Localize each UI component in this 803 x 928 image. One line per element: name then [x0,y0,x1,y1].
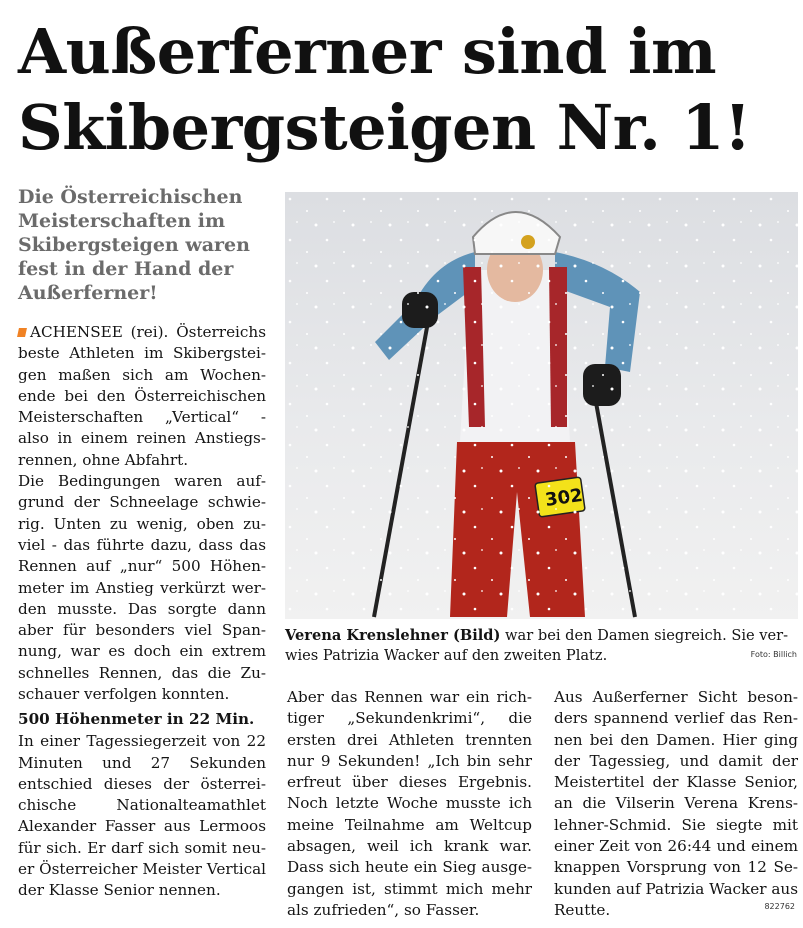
photo-credit: Foto: Billich [750,650,797,659]
subhead-line-5: Außerferner! [18,282,158,304]
paragraph-2: Die Bedingungen waren aufgrund der Schneelage schwierig. Unten zu wenig, oben zuviel - das führte dazu, dass das Rennen auf „nur“ 500 Höhenmeter im Anstieg verkürzt werden musste. Das sorgte dann aber für besonders viel Spannung, war es doch ein extrem schnelles Rennen, das die Zuschauer verfolgen konnten. [18,472,266,704]
headline-line-1: Außerferner sind im [18,15,717,88]
article-column-2 [287,687,532,921]
headline-line-2: Skibergsteigen Nr. 1! [18,91,751,164]
subhead-line-4: fest in der Hand der [18,258,234,280]
paragraph-4: Aber das Rennen war ein richtiger „Sekundenkrimi“, die ersten drei Athleten trennten nur 9 Sekunden! „Ich bin sehr erfreut über dieses Ergebnis. Noch letzte Woche musste ich meine Teilnahme am Weltcup absagen, weil ich krank war. Dass sich heute ein Sieg ausgegangen ist, stimmt mich mehr als zufrieden“, so Fasser. [287,688,532,919]
paragraph-3: In einer Tagessiegerzeit von 22 Minuten und 27 Sekunden entschied dieses der österreichische Nationalteamathlet Alexander Fasser aus Lermoos für sich. Er darf sich somit neuer Österreicher Meister Vertical der Klasse Senior nennen. [18,732,266,900]
skier-photo [285,192,798,619]
subhead-line-1: Die Österreichischen [18,186,243,208]
subheadline [18,185,273,305]
paragraph-1 [18,322,266,471]
caption-text: war bei den Damen siegreich. Sie verwies Patrizia Wacker auf den zweiten Platz. [285,627,789,664]
article-code: 822762 [764,902,795,911]
subhead-line-3: Skibergsteigen waren [18,234,250,256]
article-column-3 [554,687,798,921]
paragraph-5: Aus Außerferner Sicht besonders spannend verlief das Rennen bei den Damen. Hier ging der Tagessieg, und damit der Meistertitel der Klasse Senior, an die Vilserin Verena Krenslehner-Schmid. Sie siegte mit einer Zeit von 26:44 und einem knappen Vorsprung von 12 Sekunden auf Patrizia Wacker aus Reutte. [554,688,798,919]
orange-bullet-icon [17,328,27,337]
skier-illustration [285,192,798,619]
section-subheading: 500 Höhenmeter in 22 Min. [18,710,255,728]
headline [18,14,793,166]
paragraph-1-text: ACHENSEE (rei). Österreichs beste Athleten im Skibergsteigen maßen sich am Wochenende bei den Österreichischen Meisterschaften „Vertical“ - also in einem reinen Anstiegsrennen, ohne Abfahrt. [18,323,266,469]
article-column-1-lower [18,709,266,902]
caption-name: Verena Krenslehner (Bild) [285,627,501,644]
subhead-line-2: Meisterschaften im [18,210,226,232]
article-column-1 [18,322,266,705]
photo-caption [285,626,798,666]
